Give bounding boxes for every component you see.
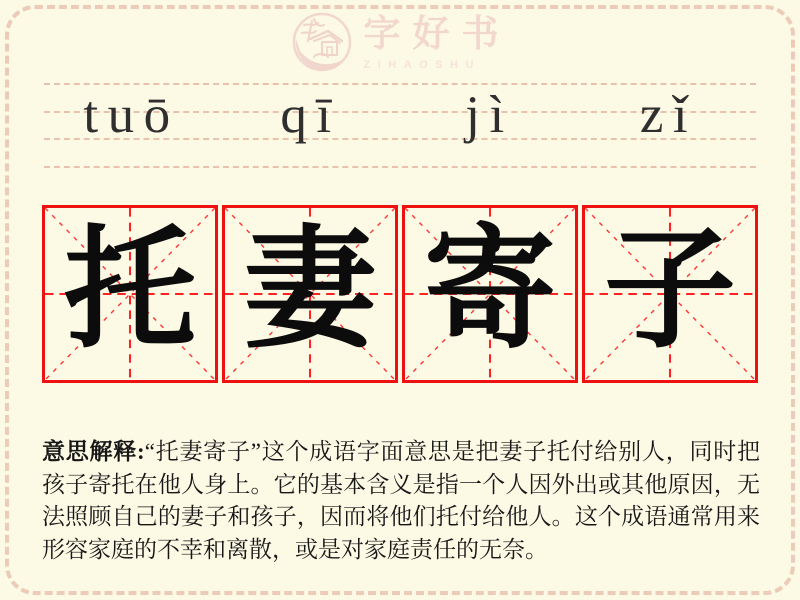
pinyin-guide-line-1 (44, 83, 756, 85)
meaning-text: “托妻寄子”这个成语字面意思是把妻子托付给别人，同时把孩子寄托在他人身上。它的基本含义是指一个人因外出或其他原因，无法照顾自己的妻子和孩子，因而将他们托付给他人。这个成语通常用来形容家庭的不幸和离散，或是对家庭责任的无奈。 (42, 439, 760, 562)
pinyin-guide-line-4 (44, 166, 756, 168)
pinyin-syllable-2: qī (280, 86, 341, 144)
mi-grid-box-2 (222, 205, 398, 383)
mi-grid-box-4 (582, 205, 758, 383)
idiom-character-1: 托 (64, 217, 196, 364)
pinyin-syllable-1: tuō (83, 86, 180, 144)
pinyin-syllable-4: zǐ (639, 86, 698, 144)
house-moon-emblem-icon (290, 11, 354, 75)
brand-text (364, 15, 511, 72)
brand-name-latin: ZIHAOSHU (363, 58, 481, 71)
idiom-character-3: 寄 (424, 217, 556, 364)
brand-name-cn: 字好书 (363, 13, 511, 55)
pinyin-row (42, 86, 758, 144)
meaning-label: 意思解释: (42, 439, 145, 464)
meaning-paragraph (42, 436, 760, 566)
brand-logo (0, 11, 800, 75)
mi-grid-box-3 (402, 205, 578, 383)
idiom-character-2: 妻 (244, 217, 376, 364)
character-practice-grid (42, 205, 758, 383)
mi-grid-box-1 (42, 205, 218, 383)
idiom-character-4: 子 (604, 217, 736, 364)
pinyin-syllable-3: jì (465, 86, 514, 144)
